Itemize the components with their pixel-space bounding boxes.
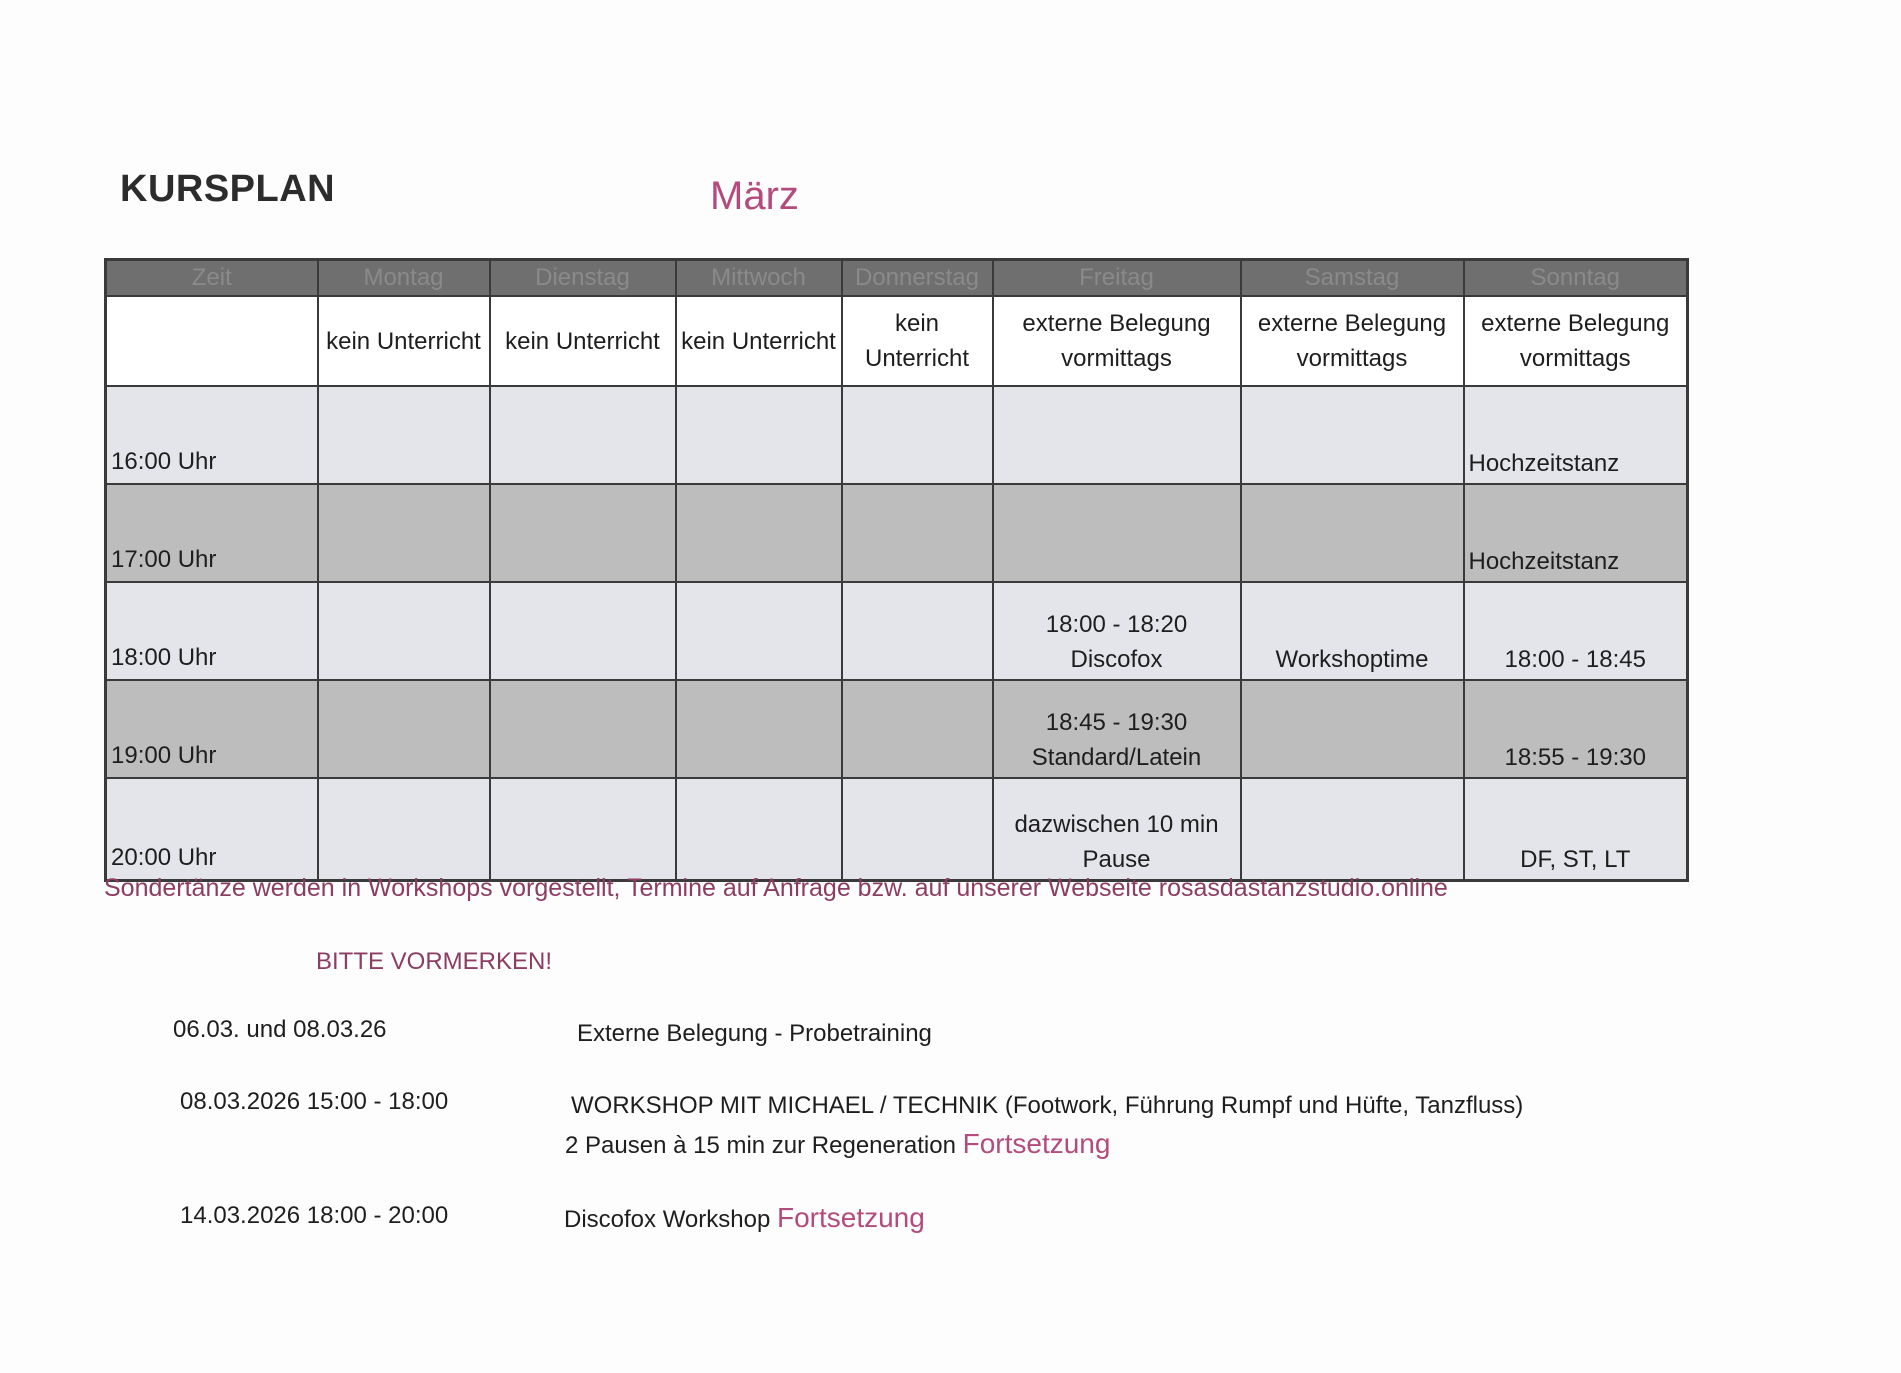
special-dances-note: Sondertänze werden in Workshops vorgestellt, Termine auf Anfrage bzw. auf unserer Webseite rosasdastanzstudio.online <box>104 874 1448 902</box>
cell-line: 18:00 - 18:20 <box>1045 611 1188 638</box>
table-cell <box>842 680 993 778</box>
table-cell <box>490 386 676 484</box>
table-cell <box>842 484 993 582</box>
event-text-line <box>564 1202 925 1234</box>
column-header-zeit: Zeit <box>106 260 318 297</box>
event-text-detail: 2 Pausen à 15 min zur Regeneration <box>565 1132 956 1159</box>
event-text: WORKSHOP MIT MICHAEL / TECHNIK (Footwork, Führung Rumpf und Hüfte, Tanzfluss) <box>571 1092 1524 1119</box>
page-title: KURSPLAN <box>120 168 336 210</box>
table-cell <box>676 582 842 680</box>
table-cell: DF, ST, LT <box>1464 778 1688 881</box>
course-schedule-table <box>104 258 1689 882</box>
table-cell <box>318 582 490 680</box>
table-cell: externe Belegung vormittags <box>993 296 1241 386</box>
column-header-donnerstag: Donnerstag <box>842 260 993 297</box>
table-header-row <box>106 260 1688 297</box>
table-row <box>106 386 1688 484</box>
event-text: Externe Belegung - Probetraining <box>577 1020 932 1047</box>
table-cell <box>676 484 842 582</box>
table-cell <box>676 386 842 484</box>
time-cell: 19:00 Uhr <box>106 680 318 778</box>
table-row <box>106 778 1688 881</box>
table-cell <box>490 778 676 881</box>
table-cell: Hochzeitstanz <box>1464 386 1688 484</box>
table-cell <box>676 778 842 881</box>
column-header-montag: Montag <box>318 260 490 297</box>
table-cell <box>993 484 1241 582</box>
table-cell <box>1241 386 1464 484</box>
table-row <box>106 296 1688 386</box>
table-cell: kein Unterricht <box>490 296 676 386</box>
table-cell <box>318 484 490 582</box>
table-cell <box>318 386 490 484</box>
event-text: Discofox Workshop <box>564 1206 771 1233</box>
table-cell <box>993 386 1241 484</box>
table-cell: kein Unterricht <box>842 296 993 386</box>
event-date: 14.03.2026 18:00 - 20:00 <box>180 1202 449 1229</box>
column-header-dienstag: Dienstag <box>490 260 676 297</box>
table-cell <box>842 582 993 680</box>
table-cell: 18:55 - 19:30 <box>1464 680 1688 778</box>
table-cell <box>842 386 993 484</box>
reminder-heading: BITTE VORMERKEN! <box>316 948 553 975</box>
cell-line: Pause <box>1082 846 1151 873</box>
table-cell <box>490 484 676 582</box>
event-highlight: Fortsetzung <box>776 1202 925 1233</box>
column-header-mittwoch: Mittwoch <box>676 260 842 297</box>
table-cell <box>318 680 490 778</box>
table-cell <box>318 778 490 881</box>
table-cell <box>490 680 676 778</box>
table-cell: 18:00 - 18:45 <box>1464 582 1688 680</box>
time-cell: 17:00 Uhr <box>106 484 318 582</box>
event-date: 08.03.2026 15:00 - 18:00 <box>180 1088 449 1115</box>
cell-line: Discofox <box>1070 646 1163 673</box>
event-text-line2 <box>565 1128 1110 1160</box>
table-cell <box>490 582 676 680</box>
time-cell: 20:00 Uhr <box>106 778 318 881</box>
table-cell: externe Belegung vormittags <box>1464 296 1688 386</box>
table-cell: kein Unterricht <box>676 296 842 386</box>
table-cell <box>1241 484 1464 582</box>
table-cell <box>1241 680 1464 778</box>
table-cell <box>842 778 993 881</box>
table-row <box>106 680 1688 778</box>
month-label: März <box>710 174 799 218</box>
table-cell <box>106 296 318 386</box>
cell-line: dazwischen 10 min <box>1014 811 1219 838</box>
table-cell: Workshoptime <box>1241 582 1464 680</box>
column-header-samstag: Samstag <box>1241 260 1464 297</box>
table-cell: kein Unterricht <box>318 296 490 386</box>
cell-line: Standard/Latein <box>1031 744 1202 771</box>
table-cell: externe Belegung vormittags <box>1241 296 1464 386</box>
column-header-sonntag: Sonntag <box>1464 260 1688 297</box>
event-date: 06.03. und 08.03.26 <box>173 1016 387 1043</box>
table-cell <box>993 680 1241 778</box>
table-cell <box>676 680 842 778</box>
table-row <box>106 484 1688 582</box>
table-cell <box>1241 778 1464 881</box>
column-header-freitag: Freitag <box>993 260 1241 297</box>
time-cell: 16:00 Uhr <box>106 386 318 484</box>
table-cell <box>993 582 1241 680</box>
table-row <box>106 582 1688 680</box>
event-highlight: Fortsetzung <box>962 1128 1111 1159</box>
cell-line: 18:45 - 19:30 <box>1045 709 1188 736</box>
table-cell: Hochzeitstanz <box>1464 484 1688 582</box>
time-cell: 18:00 Uhr <box>106 582 318 680</box>
table-cell <box>993 778 1241 881</box>
